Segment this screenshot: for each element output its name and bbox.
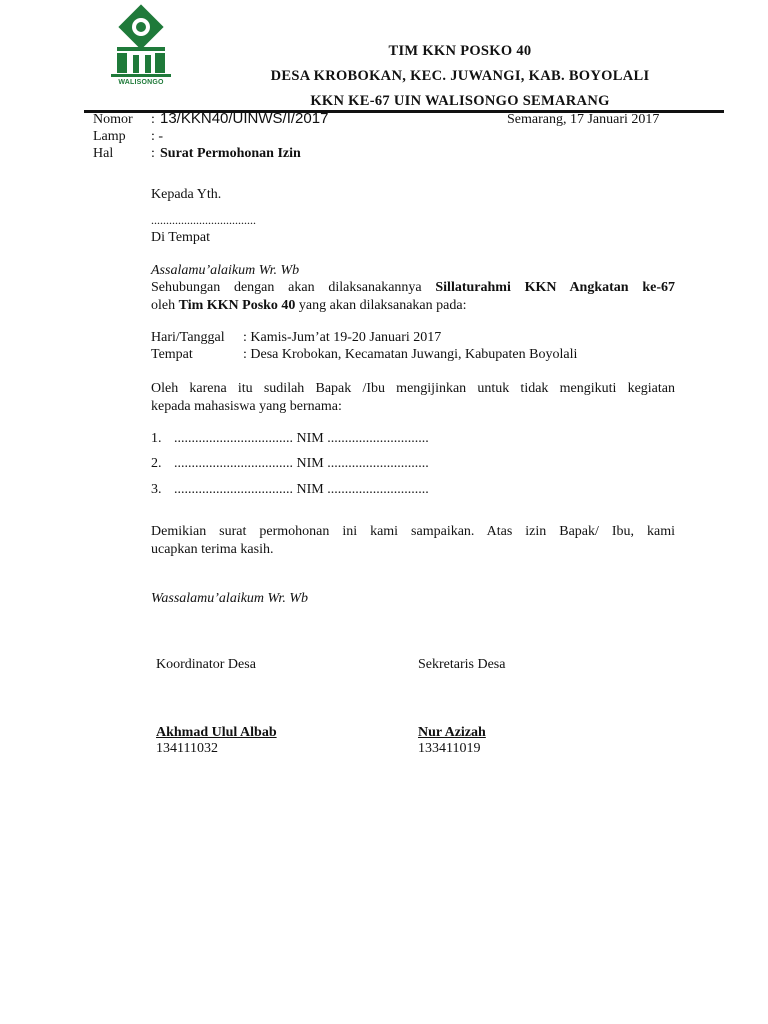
lamp-label: Lamp (93, 129, 126, 144)
list-item-1-text: .................................. NIM ............................. (174, 431, 429, 446)
hal-value: Surat Permohonan Izin (160, 146, 301, 161)
paragraph-closing-line-2: ucapkan terima kasih. (151, 542, 274, 557)
address-greeting: Kepada Yth. (151, 187, 222, 202)
list-item-3-text: .................................. NIM ............................. (174, 482, 429, 497)
signature-left-name: Akhmad Ulul Albab (156, 725, 277, 740)
paragraph-request-line-1: Oleh karena itu sudilah Bapak /Ibu mengijinkan untuk tidak mengikuti kegiatan (151, 381, 675, 396)
hari-label: Hari/Tanggal (151, 330, 225, 345)
paragraph-intro-line-1 (151, 279, 675, 297)
logo-label: WALISONGO (118, 79, 164, 86)
list-item-2-num: 2. (151, 456, 162, 471)
hal-label: Hal (93, 146, 114, 161)
signature-right-role: Sekretaris Desa (418, 657, 506, 672)
tempat-label: Tempat (151, 347, 193, 362)
paragraph-request (151, 380, 675, 416)
address-place: Di Tempat (151, 230, 211, 245)
header-line-2: DESA KROBOKAN, KEC. JUWANGI, KAB. BOYOLALI (270, 68, 650, 84)
header-line-3: KKN KE-67 UIN WALISONGO SEMARANG (310, 93, 610, 109)
hari-value: : Kamis-Jum’at 19-20 Januari 2017 (243, 330, 442, 345)
walisongo-logo (103, 3, 179, 91)
list-item-3-num: 3. (151, 482, 162, 497)
paragraph-intro-line-2 (151, 297, 675, 315)
signature-right-name: Nur Azizah (418, 725, 486, 740)
tempat-value: : Desa Krobokan, Kecamatan Juwangi, Kabupaten Boyolali (243, 347, 578, 362)
address-recipient: ................................... (151, 213, 256, 227)
nomor-value: 13/KKN40/UINWS/I/2017 (160, 110, 329, 127)
closing-salam: Wassalamu’alaikum Wr. Wb (151, 591, 308, 606)
list-item-1-num: 1. (151, 431, 162, 446)
logo-emblem-icon (103, 3, 179, 81)
opening-salam: Assalamu’alaikum Wr. Wb (151, 263, 300, 278)
lamp-value: : - (151, 129, 164, 144)
intro-team-name: Tim KKN Posko 40 (178, 298, 296, 313)
paragraph-intro (151, 279, 675, 315)
nomor-sep: : (151, 112, 155, 127)
nomor-label: Nomor (93, 112, 133, 127)
signature-right-id: 133411019 (418, 741, 481, 756)
intro-text-a: Sehubungan dengan akan dilaksanakannya (151, 280, 422, 295)
paragraph-closing (151, 523, 675, 559)
letter-date: Semarang, 17 Januari 2017 (507, 112, 660, 127)
hal-sep: : (151, 146, 155, 161)
paragraph-request-line-2: kepada mahasiswa yang bernama: (151, 399, 342, 414)
list-item-2-text: .................................. NIM ............................. (174, 456, 429, 471)
intro-text-c: oleh (151, 298, 176, 313)
intro-text-e: yang akan dilaksanakan pada: (298, 298, 467, 313)
paragraph-closing-line-1: Demikian surat permohonan ini kami sampaikan. Atas izin Bapak/ Ibu, kami (151, 524, 675, 539)
header-line-1: TIM KKN POSKO 40 (388, 43, 532, 59)
signature-left-id: 134111032 (156, 741, 218, 756)
intro-event-name: Sillaturahmi KKN Angkatan ke-67 (435, 280, 675, 295)
signature-left-role: Koordinator Desa (156, 657, 256, 672)
